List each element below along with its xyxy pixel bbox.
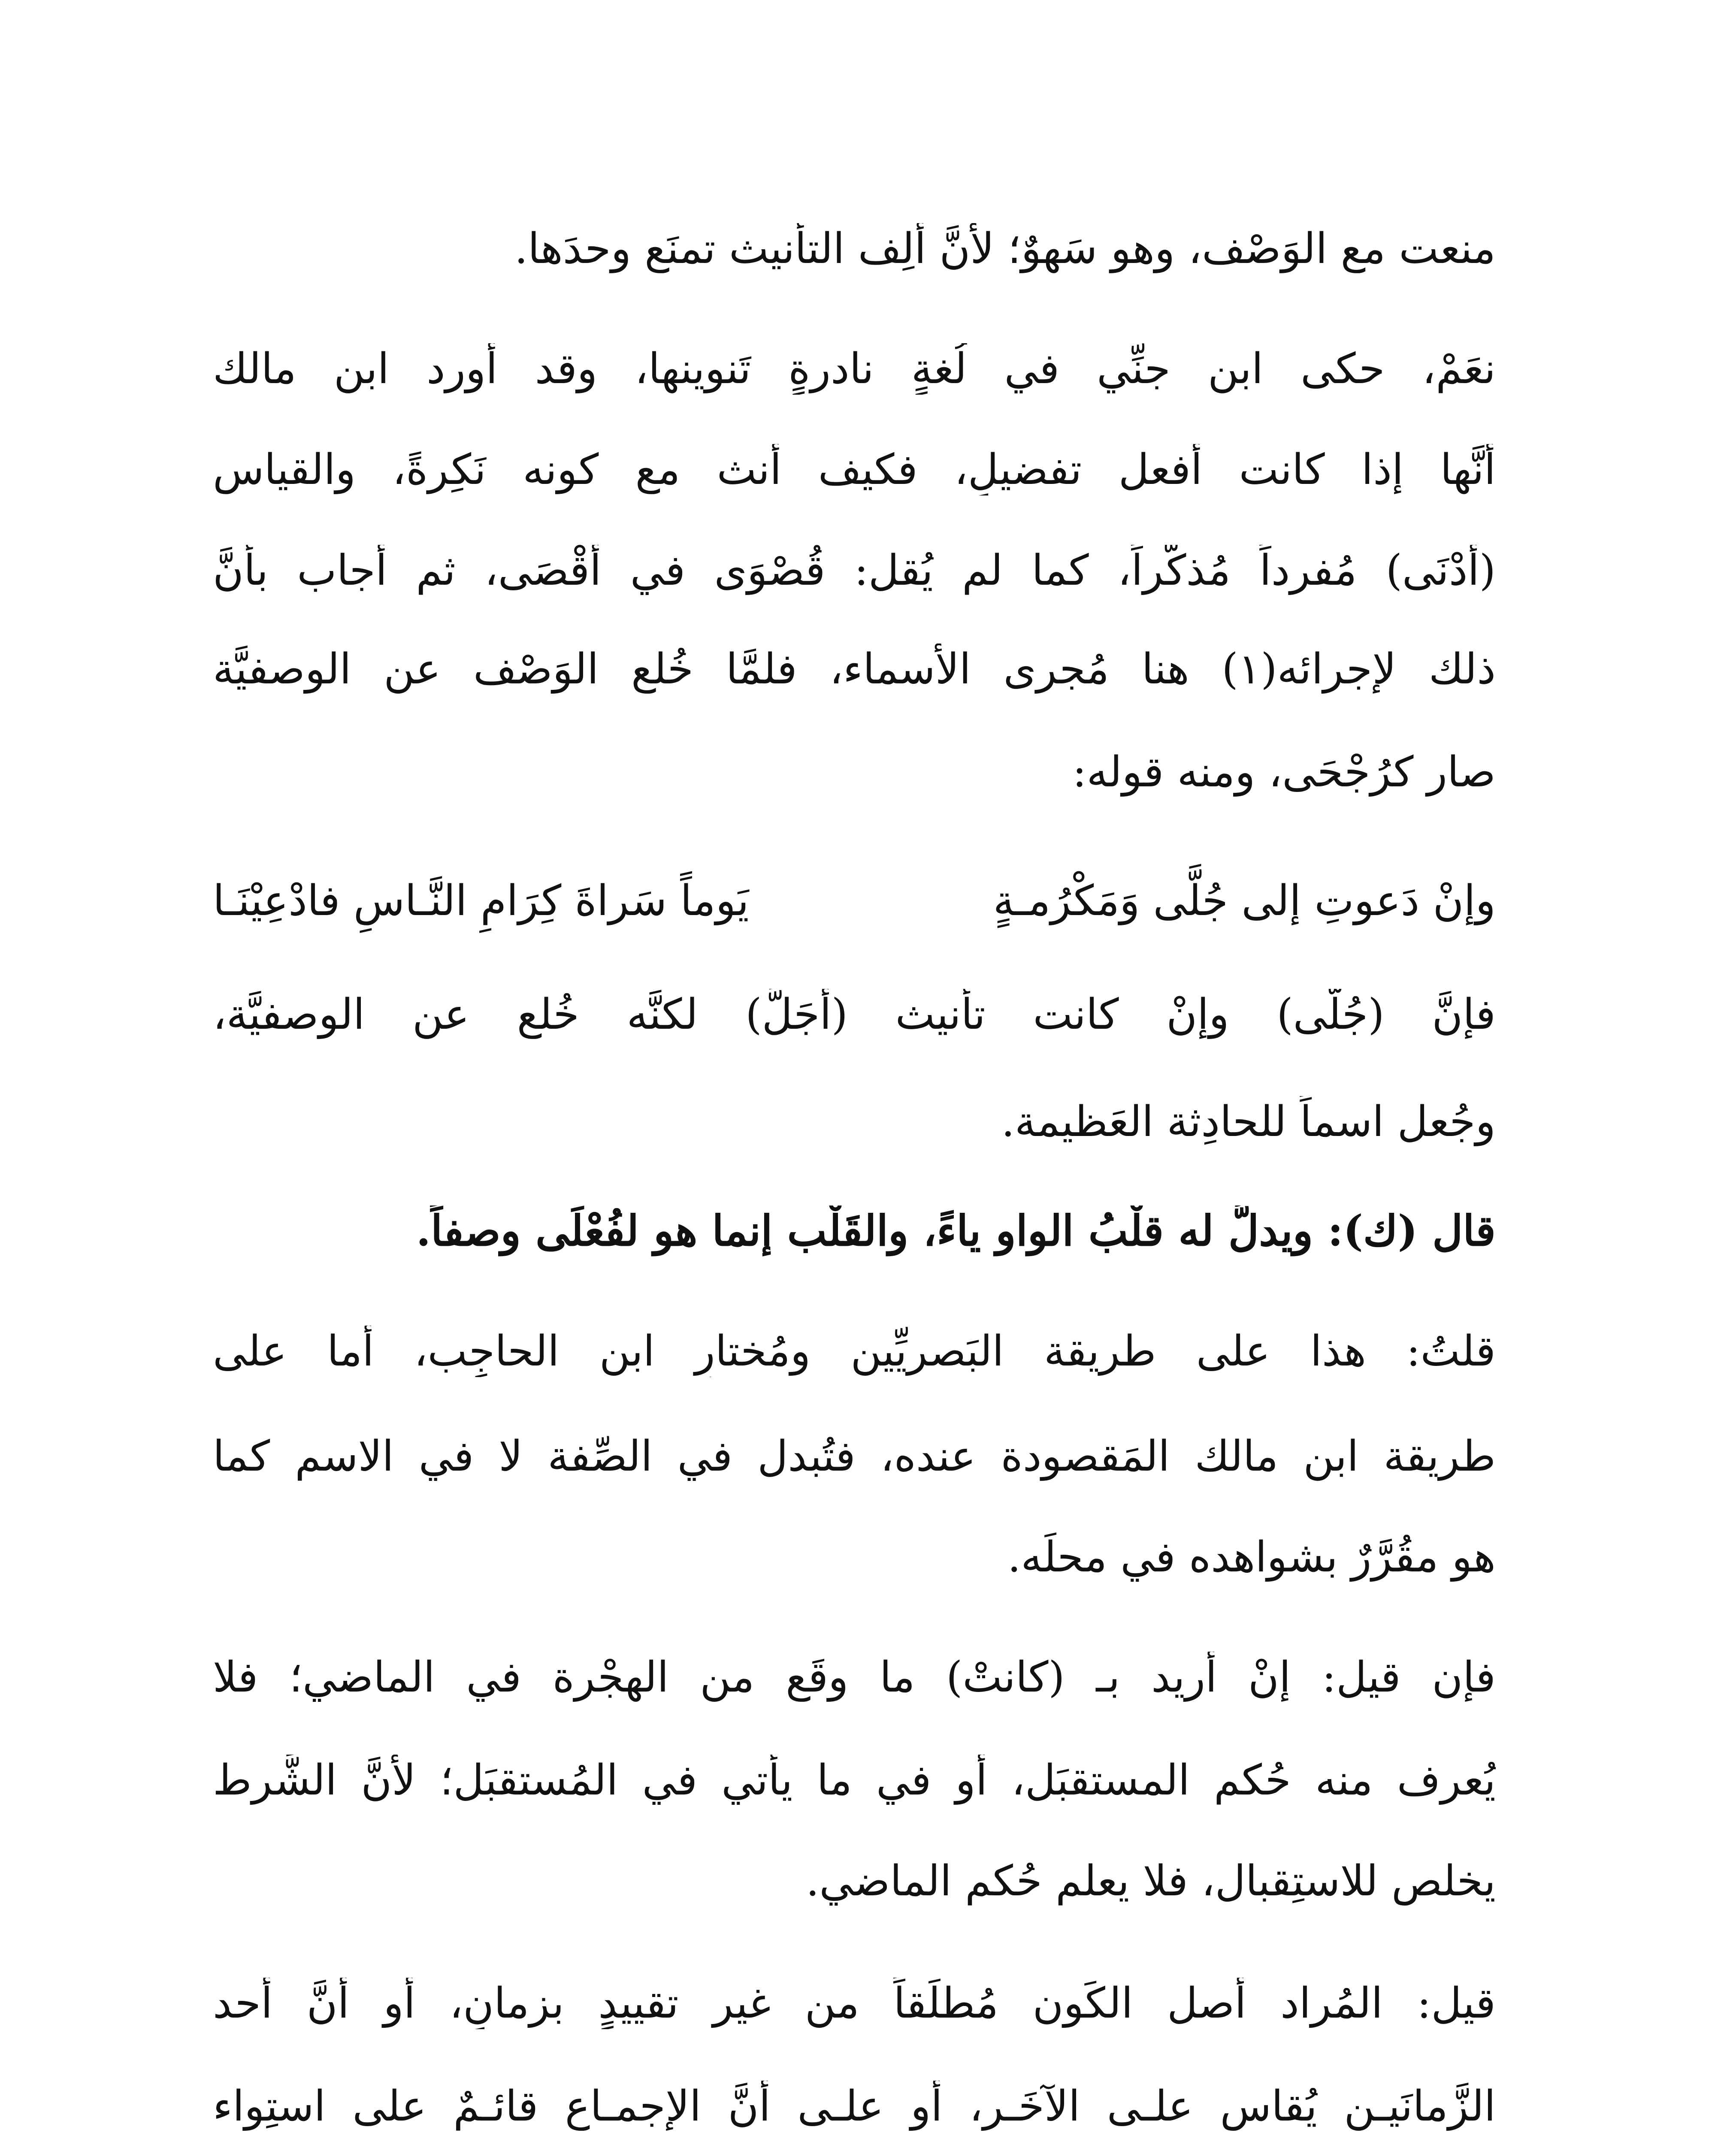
text-line: (أَدْنَى) مُفرداً مُذكَّراً، كما لم يُقل: قُصْوَى في أَقْصَى، ثم أجاب بأَنَّ bbox=[213, 546, 1496, 595]
text-line: قال (ك): ويدلُّ له قلْبُ الواو ياءً، والقَلْب إنما هو لفُعْلَى وصفاً. bbox=[416, 1206, 1496, 1256]
text-line: قلتُ: هذا على طريقة البَصريِّين ومُختارِ ابن الحاجِب، أما على bbox=[213, 1327, 1496, 1376]
text-line: نعَمْ، حكى ابن جنِّي في لُغةٍ نادرةٍ تَنوينها، وقد أَورد ابن مالك bbox=[213, 344, 1496, 393]
text-line: يُعرف منه حُكم المستقبَل، أو في ما يأْتي في المُستقبَل؛ لأنَّ الشَّرط bbox=[213, 1756, 1496, 1805]
text-line: الزَّمانَيـن يُقاس علـى الآخَـر، أو علـى أنَّ الإجمـاع قائـمٌ على استِواء bbox=[213, 2082, 1496, 2131]
verse-first-hemistich: وإنْ دَعوتِ إلى جُلَّى وَمَكْرُمـةٍ bbox=[993, 876, 1496, 925]
text-line: يخلص للاستِقبال، فلا يعلم حُكم الماضي. bbox=[806, 1857, 1496, 1906]
text-line: منعت مع الوَصْف، وهو سَهوٌ؛ لأنَّ أَلِف التأنيث تمنَع وحدَها. bbox=[514, 224, 1496, 273]
text-line: وجُعل اسماً للحادِثة العَظيمة. bbox=[1001, 1097, 1496, 1146]
text-line: قيل: المُراد أَصل الكَون مُطلَقاً من غير تقييدٍ بزمانٍ، أو أنَّ أَحد bbox=[213, 1979, 1496, 2028]
text-line: ذلك لإجرائه(١) هنا مُجرى الأَسماء، فلمَّا خُلع الوَصْف عن الوصفيَّة bbox=[213, 645, 1496, 694]
text-line: صار كرُجْحَى، ومنه قوله: bbox=[1072, 748, 1496, 797]
text-line: طريقة ابن مالك المَقصودة عنده، فتُبدل في الصِّفة لا في الاسم كما bbox=[213, 1432, 1496, 1481]
verse-second-hemistich: يَوماً سَراةَ كِرَامِ النَّـاسِ فادْعِيْنَـا bbox=[213, 876, 749, 925]
poetry-verse bbox=[213, 875, 1496, 927]
text-line: هو مقُرَّرٌ بشواهده في محلِّه. bbox=[1007, 1533, 1496, 1582]
text-line: فإنَّ (جُلَّى) وإنْ كانت تأْنيث (أَجَلَّ) لكنَّه خُلع عن الوصفيَّة، bbox=[213, 990, 1496, 1039]
text-line: فإن قيل: إنْ أُريد بـ (كانتْ) ما وقَع من الهجْرة في الماضي؛ فلا bbox=[213, 1653, 1496, 1702]
text-line: أَنَّها إذا كانت أَفعل تفضيلٍ، فكيف أنث مع كونه نَكِرةً، والقياس bbox=[213, 445, 1496, 494]
